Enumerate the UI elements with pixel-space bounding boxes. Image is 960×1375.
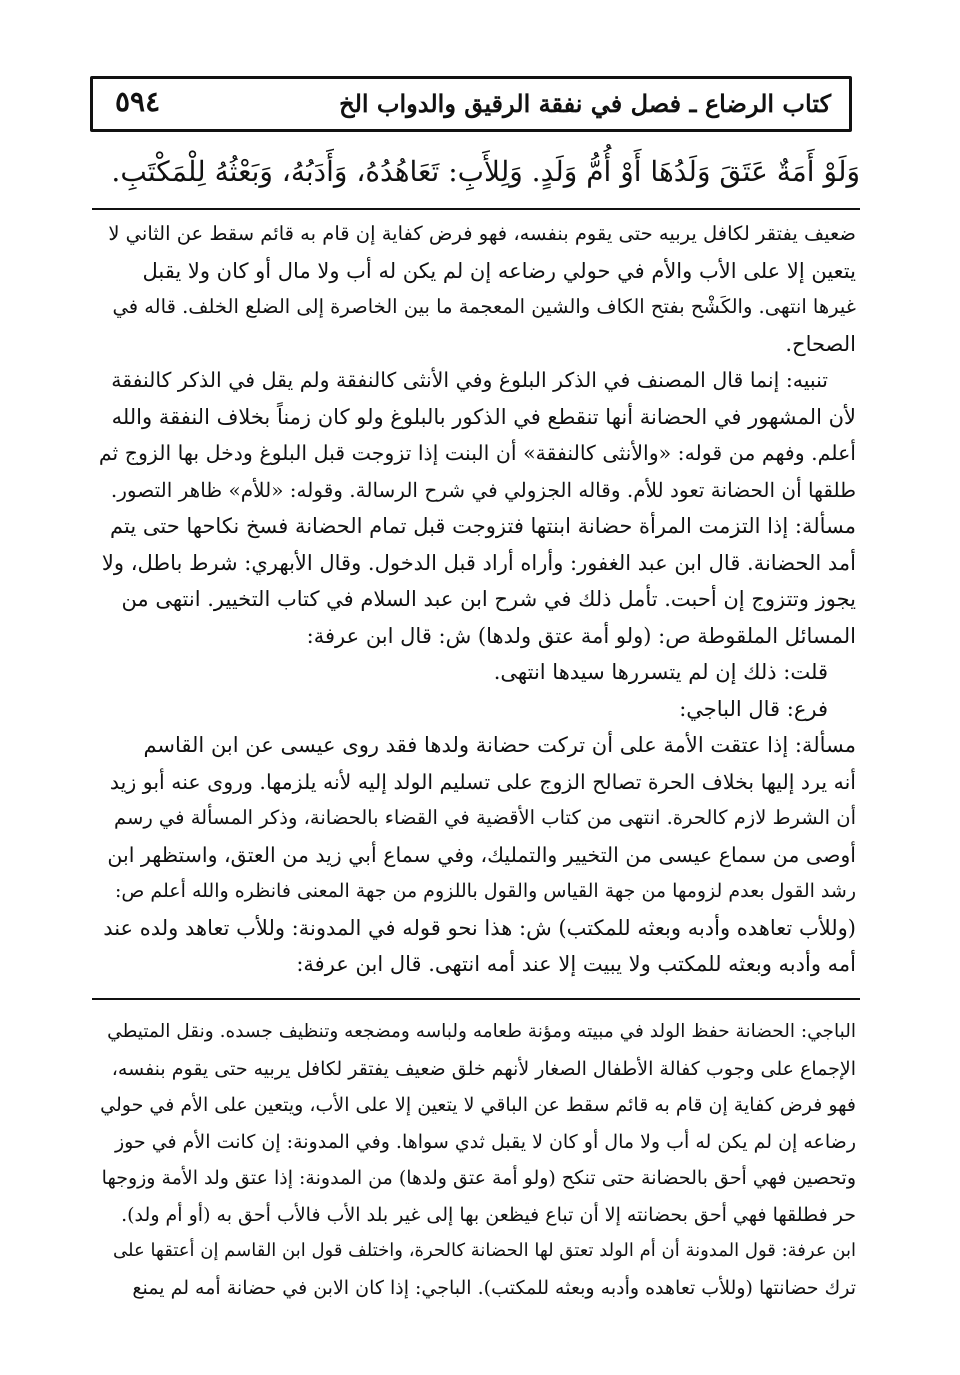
commentary-line: أنه يرد إليها بخلاف الحرة تصالح الزوج على تسليم الولد إليه لأنه يلزمها. وروى عنه أبو زيد	[109, 769, 856, 794]
commentary-line: أن الشرط لازم كالحرة. انتهى من كتاب الأقضية في القضاء بالحضانة، وذكر المسألة في رسم	[114, 806, 856, 829]
commentary-line: أعلم. وفهم من قوله: «والأنثى كالنفقة» أن البنت إذا تزوجت قبل البلوغ ودخل بها الزوج ثم	[98, 441, 856, 465]
footnote-body	[96, 1014, 856, 1306]
main-text-matn: وَلَوْ أَمَةٌ عَتَقَ وَلَدُهَا أَوْ أُمُّ وَلَدٍ. وَلِلأَبِ: تَعَاهُدُهُ، وَأَدَبُهُ، وَبَعْثُهُ لِلْمَكْتَبِ.	[111, 155, 860, 188]
header-title: كتاب الرضاع ـ فصل في نفقة الرقيق والدواب الخ	[339, 89, 831, 118]
commentary-line: أوصى من سماع عيسى من التخيير والتمليك، وفي سماع أبي زيد من العتق، واستظهر ابن	[107, 842, 856, 867]
commentary-line: فرع: قال الباجي:	[679, 696, 828, 721]
footnote-line: الباجي: الحضانة حفظ الولد في مبيته ومؤنة طعامه ولباسه ومضجعه وتنظيف جسده. ونقل المتيطي	[107, 1021, 856, 1042]
commentary-line: غيرها انتهى. والكَشْح بفتح الكاف والشين المعجمة ما بين الخاصرة إلى الضلع الخلف. قاله في	[112, 295, 856, 318]
footnote-line: الإجماع على وجوب كفالة الأطفال الصغار لأنهم خلق ضعيف يفتقر لكافل يربيه حتى يقوم بنفسه،	[111, 1057, 856, 1080]
commentary-line: مسألة: إذا التزمت المرأة حضانة ابنتها فتزوجت قبل تمام الحضانة فسخ نكاحها حتى يتم	[110, 514, 856, 538]
commentary-line: مسألة: إذا عتقت الأمة على أن تركت حضانة ولدها فقد روى عيسى عن ابن القاسم	[143, 733, 856, 757]
matn-divider	[92, 208, 860, 210]
page-number: ٥٩٤	[115, 85, 161, 118]
commentary-line: يتعين إلا على الأب والأم في حولي رضاعه إن لم يكن له أب ولا مال أو كان ولا يقبل	[142, 258, 856, 283]
commentary-line: تنبيه: إنما قال المصنف في الذكر البلوغ وفي الأنثى كالنفقة ولم يقل في الذكر كالنفقة	[111, 368, 828, 392]
commentary-line: أمد الحضانة. قال ابن عبد الغفور: وأراه أراد قبل الدخول. وقال الأبهري: شرط باطل، ولا	[101, 550, 856, 575]
footnote-line: حر فطلقها فهي أحق بحضانته إلا أن تباع فيظعن بها إلى غير بلد الأب فالأب أحق به (أو أم ولد).	[121, 1203, 856, 1226]
footnote-line: فهو فرض كفاية إن قام به قائم سقط عن الباقي لا يتعين إلا على الأب، ويتعين على الأم في حولي	[100, 1094, 856, 1116]
commentary-line: قلت: ذلك إن لم يتسررها سيدها انتهى.	[493, 660, 828, 684]
commentary-line: طلقها أن الحضانة تعود للأم. وقاله الجزولي في شرح الرسالة. وقوله: «للأم» ظاهر التصور.	[110, 477, 856, 502]
commentary-body	[96, 216, 856, 983]
commentary-line: ضعيف يفتقر لكافل يربيه حتى يقوم بنفسه، فهو فرض كفاية إن قام به قائم سقط عن الثاني لا	[108, 222, 856, 245]
footnote-line: وتحصين فهي أحق بالحضانة حتى تنكح (ولو أمة عتق ولدها) من المدونة: إذا عتق ولد الأمة وزوجها	[101, 1167, 856, 1189]
commentary-line: المسائل الملقوطة ص: (ولو أمة عتق ولدها) ش: قال ابن عرفة:	[306, 623, 856, 648]
commentary-line: لأن المشهور في الحضانة أنها تنقطع في الذكور بالبلوغ ولو كان زمناً بخلاف النفقة والله	[111, 404, 856, 429]
footnote-line: ترك حضانتها (وللأب تعاهده وأدبه وبعثه للمكتب). الباجي: إذا كان الابن في حضانة أمه لم يمنع	[132, 1276, 856, 1299]
footnote-line: ابن عرفة: قول المدونة أن أم الولد تعتق لها الحضانة كالحرة، واختلف قول ابن القاسم إن أعتقها على	[113, 1240, 856, 1261]
commentary-line: (وللأب تعاهده وأدبه وبعثه للمكتب) ش: هذا نحو قوله في المدونة: وللأب تعاهد ولده عند	[103, 915, 856, 940]
footnote-line: رضاعه إن لم يكن له أب ولا مال أو كان لا يقبل ثدي سواها. وفي المدونة: إن كانت الأم في حوز	[114, 1130, 856, 1153]
commentary-line: الصحاح.	[785, 331, 856, 356]
commentary-line: رشد القول بعدم لزومها من جهة القياس والقول باللزوم من جهة المعنى فانظره والله أعلم ص:	[114, 880, 856, 902]
commentary-line: أمه وأدبه وبعثه للمكتب ولا يبيت إلا عند أمه انتهى. قال ابن عرفة:	[296, 952, 856, 976]
commentary-line: يجوز وتتزوج إن أحبت. تأمل ذلك في شرح ابن عبد السلام في كتاب التخيير. انتهى من	[121, 587, 856, 611]
footnote-divider	[92, 998, 860, 1000]
running-header	[90, 76, 852, 132]
